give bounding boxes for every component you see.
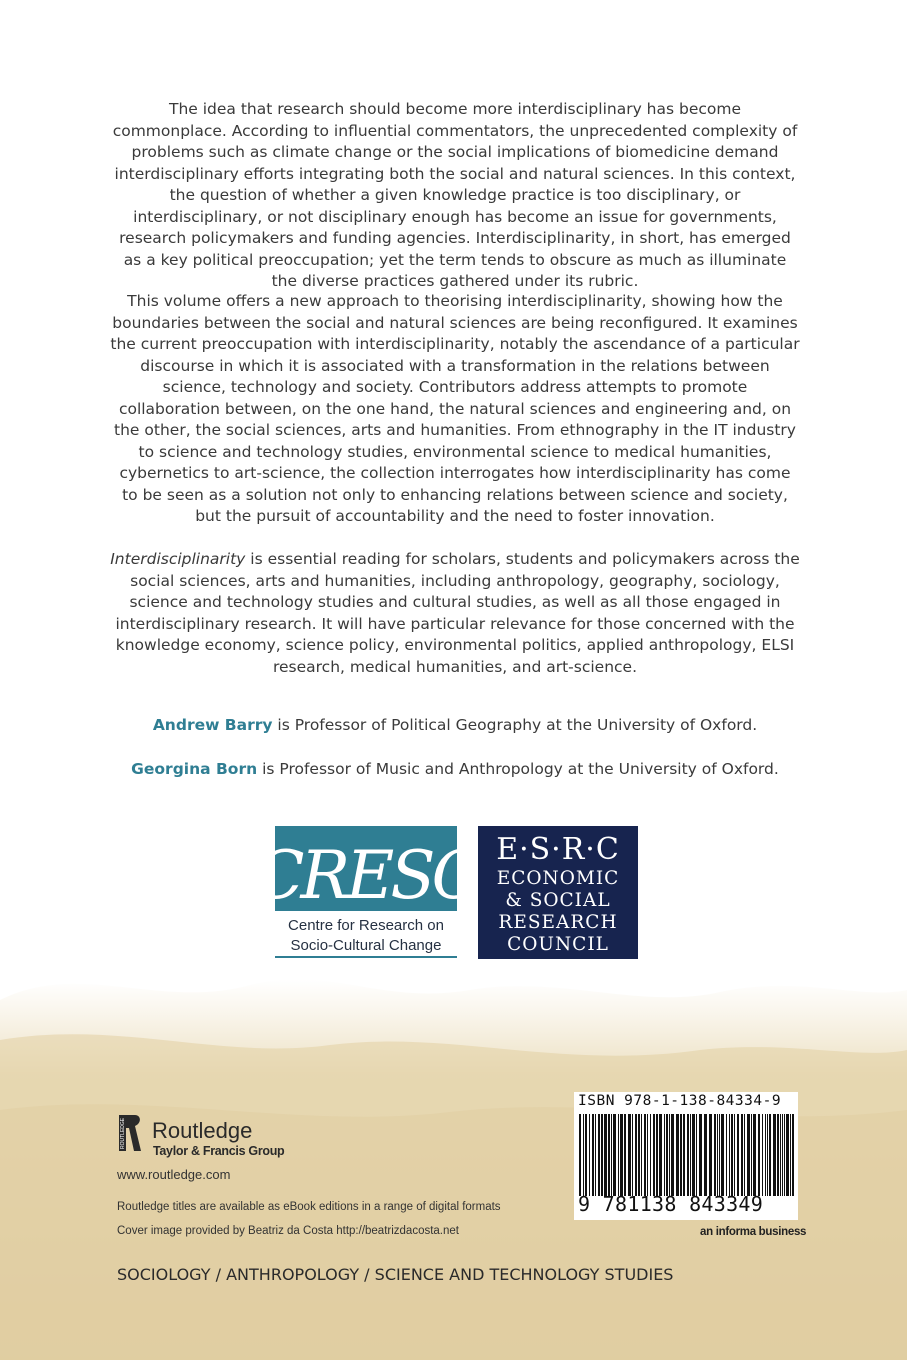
barcode-bar	[589, 1114, 590, 1196]
barcode-digits: 9 781138 843349	[578, 1192, 764, 1216]
barcode-bar	[669, 1114, 670, 1196]
barcode-bar	[671, 1114, 674, 1196]
esrc-line-1: ECONOMIC	[496, 868, 620, 889]
barcode-bar	[741, 1114, 743, 1196]
informa-business-tagline: an informa business	[700, 1226, 807, 1238]
barcode-bar	[604, 1114, 607, 1196]
cresc-line-1: Centre for Research on	[288, 917, 444, 934]
ebook-note: Routledge titles are available as eBook editions in a range of digital formats	[117, 1201, 501, 1213]
barcode-bar	[624, 1114, 626, 1196]
barcode-bar	[638, 1114, 640, 1196]
barcode-bars	[579, 1114, 795, 1196]
barcode-bar	[734, 1114, 735, 1196]
barcode-bar	[687, 1114, 689, 1196]
esrc-line-3: RESEARCH	[498, 912, 618, 933]
barcode-bar	[719, 1114, 720, 1196]
barcode-bar	[653, 1114, 655, 1196]
cresc-logo	[253, 826, 479, 959]
barcode-bar	[765, 1114, 766, 1196]
barcode-bar	[579, 1114, 581, 1196]
barcode-bar	[780, 1114, 781, 1196]
routledge-logo-letters: ROUTLEDGE	[120, 1117, 126, 1149]
barcode-bar	[613, 1114, 616, 1196]
barcode-bar	[650, 1114, 651, 1196]
esrc-line-2: & SOCIAL	[505, 890, 611, 911]
barcode-bar	[620, 1114, 623, 1196]
barcode-bar	[709, 1114, 712, 1196]
barcode-bar	[680, 1114, 682, 1196]
barcode-bar	[585, 1114, 587, 1196]
barcode-bar	[769, 1114, 771, 1196]
description-paragraph-3	[110, 549, 800, 678]
barcode-bar	[721, 1114, 724, 1196]
barcode-bar	[729, 1114, 730, 1196]
publisher-website: www.routledge.com	[117, 1167, 231, 1182]
barcode-bar	[767, 1114, 768, 1196]
barcode-bar	[598, 1114, 600, 1196]
author-name: Georgina Born	[131, 760, 258, 778]
author-bio-text: is Professor of Political Geography at the University of Oxford.	[272, 716, 758, 734]
routledge-logo-icon	[117, 1113, 143, 1153]
barcode-bar	[644, 1114, 646, 1196]
isbn-text: ISBN 978-1-138-84334-9	[578, 1093, 782, 1109]
barcode-bar	[758, 1114, 760, 1196]
barcode-bar	[714, 1114, 716, 1196]
barcode-bar	[608, 1114, 610, 1196]
barcode-bar	[784, 1114, 785, 1196]
barcode-bar	[641, 1114, 642, 1196]
barcode-bar	[777, 1114, 779, 1196]
barcode-bar	[664, 1114, 665, 1196]
esrc-acronym: E·S·R·C	[496, 832, 620, 867]
description-paragraph-2: This volume offers a new approach to theorising interdisciplinarity, showing how the boundaries between the social and natural sciences are being reconfigured. It examines the current preoccupation with interdisciplinarity, notably the ascendance of a particular discourse in which it is associated with a transformation in the relations between science, technology and society. Contributors address attempts to promote collaboration between, on the one hand, the natural sciences and engineering and, on the other, the social sciences, arts and humanities. From ethnography in the IT industry to science and technology studies, environmental science to medical humanities, cybernetics to art-science, the collection interrogates how interdisciplinarity has come to be seen as a solution not only to enhancing relations between science and society, but the pursuit of accountability and the need to foster innovation.	[110, 292, 800, 525]
cresc-line-2: Socio-Cultural Change	[290, 937, 442, 954]
barcode-bar	[751, 1114, 752, 1196]
barcode-bar	[618, 1114, 619, 1196]
barcode-bar	[592, 1114, 594, 1196]
author-bio-barry	[80, 715, 830, 736]
cresc-wordmark-text: CRESC	[253, 837, 479, 914]
barcode-bar	[786, 1114, 789, 1196]
barcode-bar	[762, 1114, 763, 1196]
barcode-bar	[583, 1114, 584, 1196]
barcode-bar	[726, 1114, 727, 1196]
publisher-subtitle: Taylor & Francis Group	[153, 1144, 285, 1158]
barcode-bar	[747, 1114, 750, 1196]
esrc-line-4: COUNCIL	[507, 934, 609, 955]
description-paragraph-3-text: is essential reading for scholars, students and policymakers across the social sciences, arts and humanities, including anthropology, geography, sociology, science and technology studies and cultural studies, as well as all those engaged in interdisciplinary research. It will have particular relevance for those concerned with the knowledge economy, science policy, environmental politics, applied anthropology, ELSI research, medical humanities, and art-science.	[115, 550, 800, 676]
barcode-bar	[773, 1114, 776, 1196]
cover-image-credit: Cover image provided by Beatriz da Costa http://beatrizdacosta.net	[117, 1225, 459, 1237]
barcode-bar	[790, 1114, 791, 1196]
author-bio-born	[80, 759, 830, 780]
barcode-bar	[601, 1114, 603, 1196]
barcode-bar	[692, 1114, 695, 1196]
esrc-logo	[478, 826, 638, 959]
barcode-bar	[659, 1114, 662, 1196]
barcode-bar	[737, 1114, 739, 1196]
barcode-bar	[782, 1114, 783, 1196]
publisher-name: Routledge	[152, 1118, 253, 1143]
barcode-bar	[704, 1114, 707, 1196]
book-title-italic: Interdisciplinarity	[110, 550, 246, 568]
barcode-bar	[595, 1114, 596, 1196]
barcode-bar	[647, 1114, 648, 1196]
barcode-bar	[676, 1114, 679, 1196]
barcode-bar	[690, 1114, 691, 1196]
barcode-bar	[731, 1114, 733, 1196]
barcode-bar	[628, 1114, 631, 1196]
barcode-bar	[666, 1114, 668, 1196]
barcode-bar	[635, 1114, 637, 1196]
barcode-bar	[696, 1114, 697, 1196]
barcode-bar	[792, 1114, 794, 1196]
barcode-bar	[611, 1114, 612, 1196]
barcode-bar	[683, 1114, 685, 1196]
barcode-bar	[632, 1114, 633, 1196]
cresc-wordmark	[253, 826, 479, 914]
author-bio-text: is Professor of Music and Anthropology at the University of Oxford.	[257, 760, 779, 778]
barcode-bar	[744, 1114, 745, 1196]
cresc-underline	[275, 956, 457, 958]
barcode-bar	[699, 1114, 702, 1196]
subject-categories: SOCIOLOGY / ANTHROPOLOGY / SCIENCE AND TECHNOLOGY STUDIES	[117, 1265, 674, 1284]
barcode-bar	[717, 1114, 718, 1196]
barcode-bar	[753, 1114, 756, 1196]
description-paragraph-1: The idea that research should become more interdisciplinary has become commonplace. According to influential commentators, the unprecedented complexity of problems such as climate change or the social implications of biomedicine demand interdisciplinary efforts integrating both the social and natural sciences. In this context, the question of whether a given knowledge practice is too disciplinary, or interdisciplinary, or not disciplinary enough has become an issue for governments, research policymakers and funding agencies. Interdisciplinarity, in short, has emerged as a key political preoccupation; yet the term tends to obscure as much as illuminate the diverse practices gathered under its rubric.	[112, 100, 798, 290]
author-name: Andrew Barry	[152, 716, 273, 734]
barcode-bar	[656, 1114, 658, 1196]
